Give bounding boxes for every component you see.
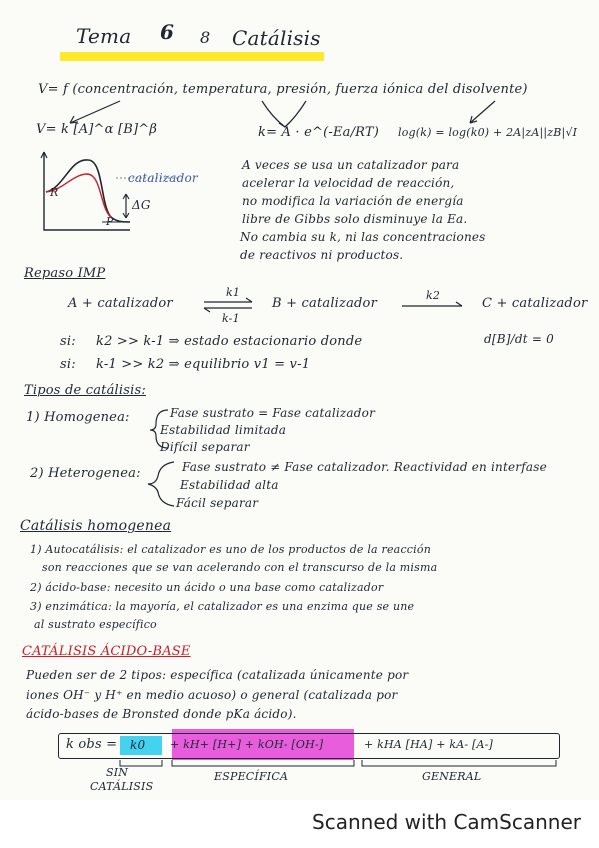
label-sin: SIN: [106, 766, 129, 779]
diagram-label-p: P: [106, 215, 114, 228]
diagram-label-dg: ΔG: [132, 198, 151, 212]
ionic-strength-equation: log(k) = log(k0) + 2A|zA||zB|√I: [398, 126, 578, 139]
condition-prefix: si:: [60, 357, 76, 372]
homogenea-item: Difícil separar: [160, 440, 250, 454]
equilibrium-arrows: [200, 296, 260, 316]
homogenea-item: Estabilidad limitada: [160, 423, 287, 437]
eq-k2: k2: [426, 289, 441, 302]
heterogenea-item: Fácil separar: [176, 496, 259, 510]
tipos-heading: Tipos de catálisis:: [24, 383, 146, 398]
arrhenius-equation: k= A · e^(-Ea/RT): [258, 125, 380, 140]
heterogenea-item: Estabilidad alta: [180, 478, 279, 492]
title-topic: Catálisis: [232, 26, 321, 50]
k0-term: k0: [130, 738, 146, 752]
title-highlight: [60, 52, 324, 61]
title-word: Tema: [76, 24, 132, 48]
homogenea-line: al sustrato específico: [34, 618, 157, 631]
condition-extra: d[B]/dt = 0: [484, 332, 554, 346]
homogenea-line: 3) enzimática: la mayoría, el catalizador es una enzima que se une: [30, 600, 415, 613]
label-especifica: ESPECÍFICA: [214, 770, 289, 783]
note-line: libre de Gibbs solo disminuye la Ea.: [242, 212, 468, 226]
acido-base-line: iones OH⁻ y H⁺ en medio acuoso) o general (catalizada por: [26, 688, 398, 702]
homogenea-line: 2) ácido-base: necesito un ácido o una base como catalizador: [30, 581, 384, 594]
especifica-terms: + kH+ [H+] + kOH- [OH-]: [170, 738, 324, 751]
eq-right: C + catalizador: [482, 296, 588, 311]
title-separator: 8: [200, 28, 211, 47]
diagram-label-catalizador: catalizador: [128, 171, 198, 185]
rate-law: V= k [A]^α [B]^β: [36, 122, 158, 137]
formula-brackets: [0, 758, 599, 778]
note-line: A veces se usa un catalizador para: [242, 158, 460, 172]
diagram-label-r: R: [50, 186, 59, 199]
acido-base-line: ácido-bases de Bronsted donde pKa ácido).: [26, 707, 297, 721]
kobs-label: k obs =: [66, 737, 118, 752]
condition-text: k-1 >> k2 ⇒ equilibrio v1 = v-1: [96, 357, 311, 372]
eq-k1: k1: [226, 286, 241, 299]
forward-arrow: [400, 298, 470, 314]
energy-diagram: [30, 148, 230, 248]
heterogenea-label: 2) Heterogenea:: [30, 466, 141, 481]
heterogenea-item: Fase sustrato ≠ Fase catalizador. Reactividad en interfase: [182, 460, 547, 474]
homogenea-line: son reacciones que se van acelerando con el transcurso de la misma: [42, 561, 438, 574]
condition-text: k2 >> k-1 ⇒ estado estacionario donde: [96, 334, 363, 349]
homogenea-heading: Catálisis homogenea: [20, 518, 172, 534]
acido-base-line: Pueden ser de 2 tipos: específica (catalizada únicamente por: [26, 668, 409, 682]
acido-base-heading: CATÁLISIS ÁCIDO-BASE: [22, 644, 191, 659]
repaso-heading: Repaso IMP: [24, 266, 106, 281]
note-line: no modifica la variación de energía: [242, 194, 464, 208]
rate-dependence: V= f (concentración, temperatura, presión, fuerza iónica del disolvente): [38, 82, 528, 97]
eq-middle: B + catalizador: [272, 296, 377, 311]
label-general: GENERAL: [422, 770, 482, 783]
note-line: acelerar la velocidad de reacción,: [242, 176, 455, 190]
title-number: 6: [160, 20, 175, 44]
eq-k-minus-1: k-1: [222, 312, 240, 325]
label-catalisis: CATÁLISIS: [90, 780, 154, 793]
eq-left: A + catalizador: [68, 296, 173, 311]
scanner-watermark: Scanned with CamScanner: [312, 810, 581, 834]
homogenea-item: Fase sustrato = Fase catalizador: [170, 406, 376, 420]
note-line: de reactivos ni productos.: [240, 248, 404, 262]
condition-prefix: si:: [60, 334, 76, 349]
general-terms: + kHA [HA] + kA- [A-]: [364, 738, 494, 751]
homogenea-label: 1) Homogenea:: [26, 410, 130, 425]
homogenea-line: 1) Autocatálisis: el catalizador es uno de los productos de la reacción: [30, 543, 431, 556]
note-line: No cambia su k, ni las concentraciones: [240, 230, 486, 244]
